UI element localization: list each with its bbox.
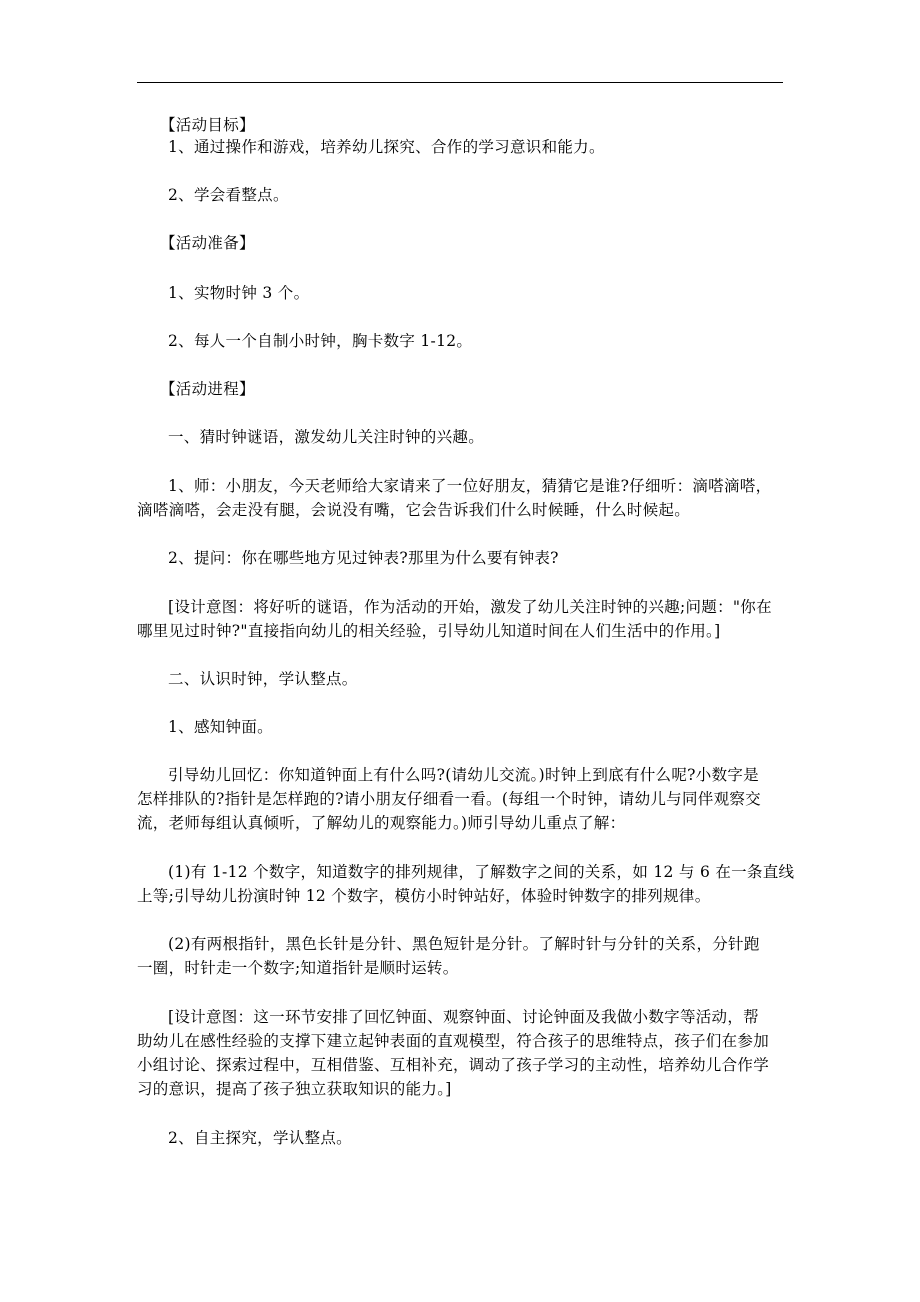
substep-self-explore: 2、自主探究，学认整点。 <box>168 1129 352 1147</box>
heading-activity-process: 【活动进程】 <box>160 380 255 398</box>
point-2-line-2: 一圈，时针走一个数字;知道指针是顺时运转。 <box>137 959 459 977</box>
point-1-line-2: 上等;引导幼儿扮演时钟 12 个数字，模仿小时钟站好，体验时钟数字的排列规律。 <box>137 887 711 905</box>
paragraph-recall-line-1: 引导幼儿回忆：你知道钟面上有什么吗?(请幼儿交流。)时钟上到底有什么呢?小数字是 <box>168 766 759 784</box>
process-step-1: 一、猜时钟谜语，激发幼儿关注时钟的兴趣。 <box>168 428 485 446</box>
substep-perceive-clock-face: 1、感知钟面。 <box>168 718 273 736</box>
paragraph-recall-line-3: 流，老师每组认真倾听，了解幼儿的观察能力。)师引导幼儿重点了解： <box>137 814 626 832</box>
preparation-item-1: 1、实物时钟 3 个。 <box>168 284 310 302</box>
point-2-line-1: (2)有两根指针，黑色长针是分针、黑色短针是分针。了解时针与分针的关系，分针跑 <box>168 935 760 953</box>
paragraph-question: 2、提问：你在哪些地方见过钟表?那里为什么要有钟表? <box>168 549 559 567</box>
goal-item-2: 2、学会看整点。 <box>168 186 289 204</box>
design-intent-2-line-3: 小组讨论、探索过程中，互相借鉴、互相补充，调动了孩子学习的主动性，培养幼儿合作学 <box>137 1056 770 1074</box>
design-intent-2-line-1: [设计意图：这一环节安排了回忆钟面、观察钟面、讨论钟面及我做小数字等活动，帮 <box>168 1008 759 1026</box>
design-intent-2-line-4: 习的意识，提高了孩子独立获取知识的能力。] <box>137 1080 452 1098</box>
design-intent-1-line-2: 哪里见过时钟?"直接指向幼儿的相关经验，引导幼儿知道时间在人们生活中的作用。] <box>137 622 721 640</box>
paragraph-riddle-line-1: 1、师：小朋友，今天老师给大家请来了一位好朋友，猜猜它是谁?仔细听：滴嗒滴嗒， <box>168 477 772 495</box>
heading-activity-goals: 【活动目标】 <box>160 116 255 134</box>
design-intent-1-line-1: [设计意图：将好听的谜语，作为活动的开始，激发了幼儿关注时钟的兴趣;问题："你在 <box>168 598 772 616</box>
point-1-line-1: (1)有 1-12 个数字，知道数字的排列规律，了解数字之间的关系，如 12 与 6 在一条直线 <box>168 863 795 881</box>
header-rule <box>137 82 783 83</box>
process-step-2: 二、认识时钟，学认整点。 <box>168 670 358 688</box>
heading-activity-preparation: 【活动准备】 <box>160 234 255 252</box>
paragraph-riddle-line-2: 滴嗒滴嗒，会走没有腿，会说没有嘴，它会告诉我们什么时候睡，什么时候起。 <box>137 501 691 519</box>
goal-item-1: 1、通过操作和游戏，培养幼儿探究、合作的学习意识和能力。 <box>168 138 605 156</box>
preparation-item-2: 2、每人一个自制小时钟，胸卡数字 1-12。 <box>168 332 473 350</box>
design-intent-2-line-2: 助幼儿在感性经验的支撑下建立起钟表面的直观模型，符合孩子的思维特点，孩子们在参加 <box>137 1032 770 1050</box>
paragraph-recall-line-2: 怎样排队的?指针是怎样跑的?请小朋友仔细看一看。(每组一个时钟，请幼儿与同伴观察交 <box>137 790 761 808</box>
